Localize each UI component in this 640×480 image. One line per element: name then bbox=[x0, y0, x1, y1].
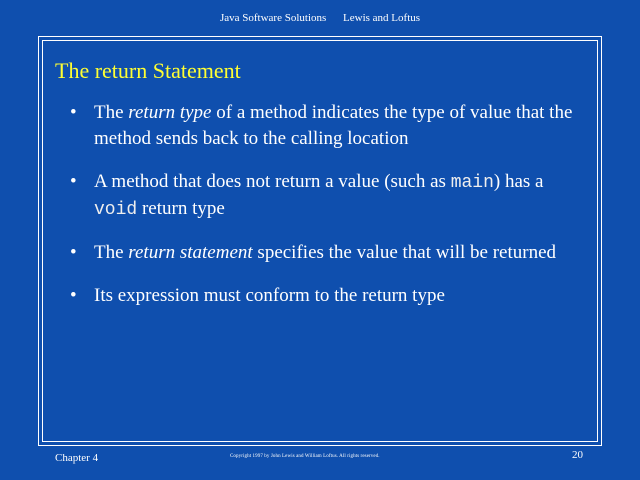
bullet-text: The bbox=[94, 102, 129, 123]
bullet-item bbox=[70, 283, 580, 309]
bullet-list bbox=[70, 100, 580, 326]
chapter-label: Chapter 4 bbox=[55, 452, 99, 464]
book-authors: Lewis and Loftus bbox=[343, 12, 421, 24]
bullet-dot-icon: • bbox=[70, 102, 77, 123]
bullet-text: specifies the value that will be returned bbox=[252, 242, 557, 263]
slide-header bbox=[0, 12, 640, 24]
bullet-code: void bbox=[94, 200, 138, 220]
bullet-dot-icon: • bbox=[70, 171, 77, 192]
book-title: Java Software Solutions bbox=[219, 12, 327, 24]
bullet-text: return type bbox=[137, 198, 225, 219]
bullet-code: main bbox=[450, 173, 494, 193]
bullet-text: A method that does not return a value (such as bbox=[94, 171, 451, 192]
bullet-emphasis: return type bbox=[128, 102, 212, 123]
bullet-item bbox=[70, 100, 580, 152]
bullet-text: Its expression must conform to the return type bbox=[94, 285, 445, 306]
bullet-text: ) has a bbox=[493, 171, 544, 192]
bullet-text: of a method indicates the type of value that the method sends back to the calling location bbox=[94, 102, 573, 149]
bullet-item bbox=[70, 240, 580, 266]
copyright-notice: Copyright 1997 by John Lewis and William Loftus. All rights reserved. bbox=[230, 454, 380, 459]
page-number: 20 bbox=[572, 449, 583, 461]
bullet-dot-icon: • bbox=[70, 285, 77, 306]
bullet-text: The bbox=[94, 242, 129, 263]
bullet-item bbox=[70, 169, 580, 223]
bullet-dot-icon: • bbox=[70, 242, 77, 263]
slide-title: The return Statement bbox=[55, 58, 241, 83]
bullet-emphasis: return statement bbox=[128, 242, 253, 263]
